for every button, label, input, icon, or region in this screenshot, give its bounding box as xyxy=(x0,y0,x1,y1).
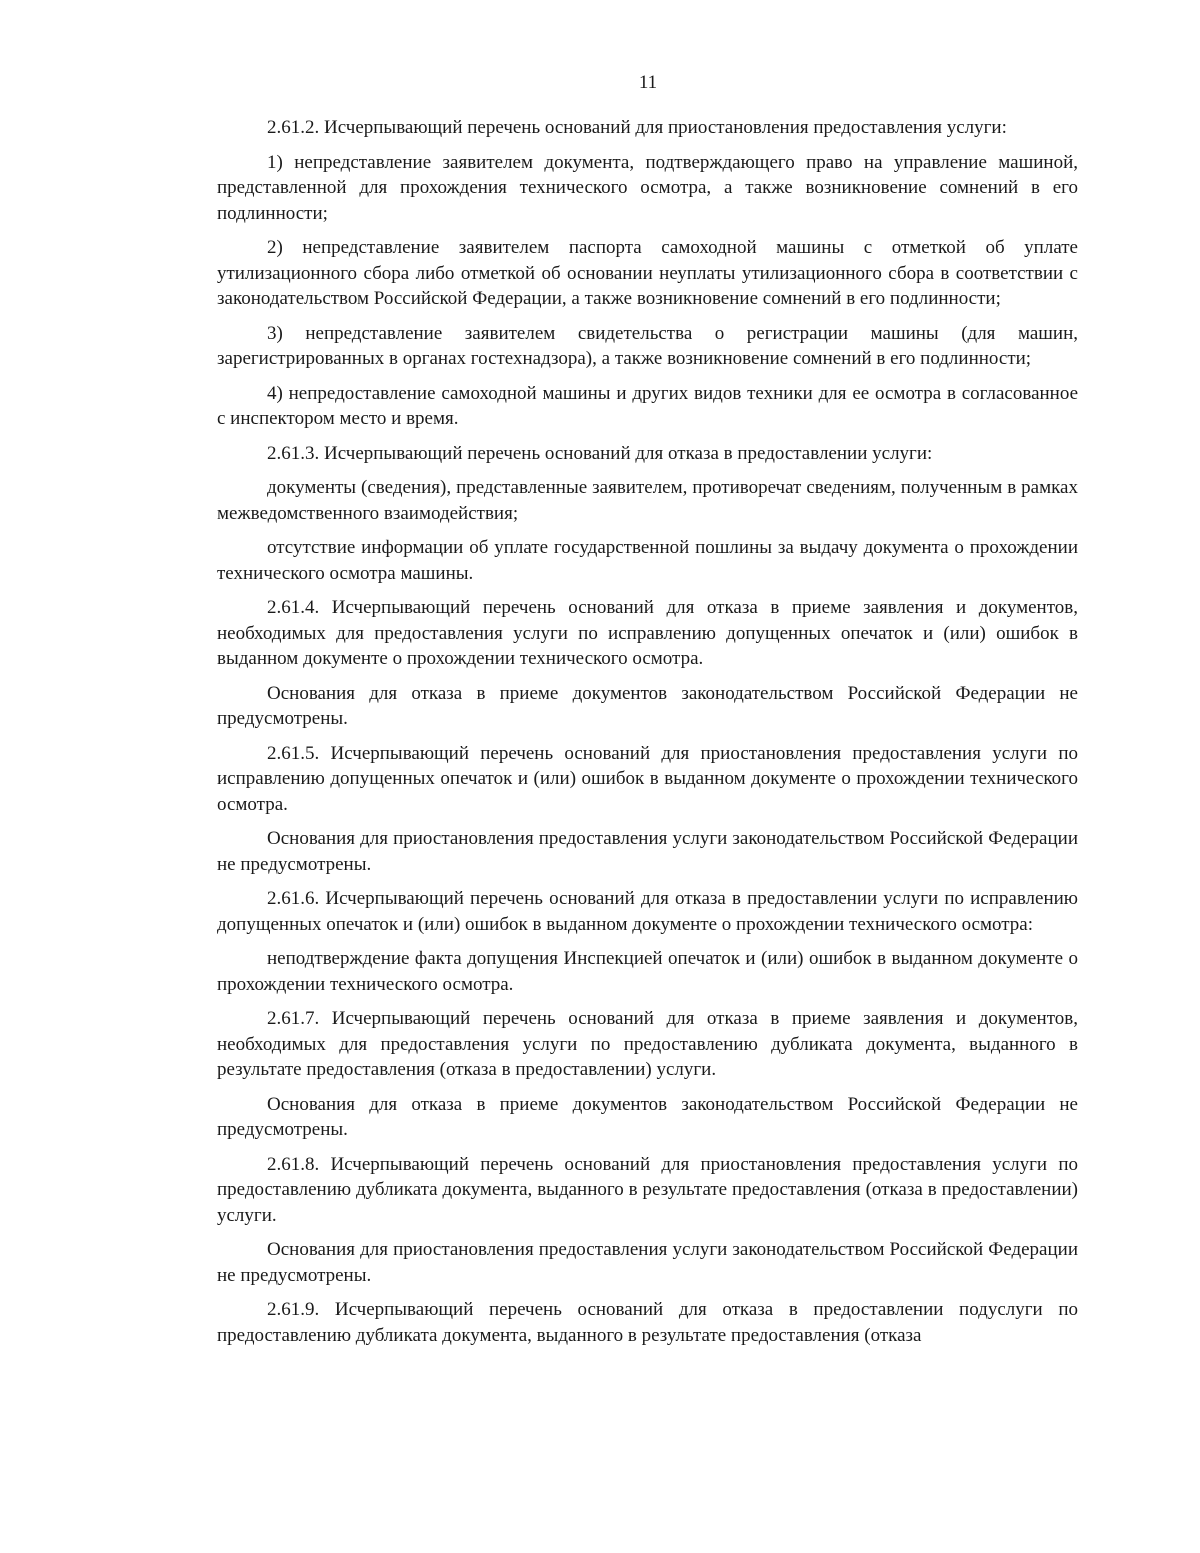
paragraph-no-grounds-suspension-1: Основания для приостановления предоставления услуги законодательством Российской Федерации не предусмотрены. xyxy=(217,828,1078,875)
paragraph-2-61-6: 2.61.6. Исчерпывающий перечень оснований для отказа в предоставлении услуги по исправлению допущенных опечаток и (или) ошибок в выданном документе о прохождении технического осмотра: xyxy=(217,888,1078,935)
page-number: 11 xyxy=(638,72,658,93)
paragraph-no-grounds-refusal-1: Основания для отказа в приеме документов законодательством Российской Федерации не предусмотрены. xyxy=(217,682,1078,729)
paragraph-2-61-4: 2.61.4. Исчерпывающий перечень оснований для отказа в приеме заявления и документов, необходимых для предоставления услуги по исправлению допущенных опечаток и (или) ошибок в выданном документе о прохождении технического осмотра. xyxy=(217,597,1078,669)
paragraph-2-61-3: 2.61.3. Исчерпывающий перечень оснований для отказа в предоставлении услуги: xyxy=(267,442,933,464)
list-item-2: 2) непредставление заявителем паспорта самоходной машины с отметкой об уплате утилизационного сбора либо отметкой об основании неуплаты утилизационного сбора в соответствии с законодательством Российской Федерации, а также возникновение сомнений в его подлинности; xyxy=(217,237,1078,309)
list-item-1: 1) непредставление заявителем документа, подтверждающего право на управление машиной, представленной для прохождения технического осмотра, а также возникновение сомнений в его подлинности; xyxy=(217,151,1078,224)
paragraph-no-grounds-suspension-2: Основания для приостановления предоставления услуги законодательством Российской Федерации не предусмотрены. xyxy=(217,1239,1078,1286)
paragraph-non-confirmation: неподтверждение факта допущения Инспекцией опечаток и (или) ошибок в выданном документе о прохождении технического осмотра. xyxy=(217,948,1078,995)
paragraph-2-61-7: 2.61.7. Исчерпывающий перечень оснований для отказа в приеме заявления и документов, необходимых для предоставления услуги по предоставлению дубликата документа, выданного в результате предоставления (отказа в предоставлении) услуги. xyxy=(217,1008,1078,1080)
document-body xyxy=(217,115,1078,1357)
paragraph-no-fee-info: отсутствие информации об уплате государственной пошлины за выдачу документа о прохождении технического осмотра машины. xyxy=(217,537,1078,584)
list-item-3: 3) непредставление заявителем свидетельства о регистрации машины (для машин, зарегистрированных в органах гостехнадзора), а также возникновение сомнений в его подлинности; xyxy=(217,322,1078,369)
paragraph-documents-contradict: документы (сведения), представленные заявителем, противоречат сведениям, полученным в рамках межведомственного взаимодействия; xyxy=(217,477,1078,524)
list-item-4: 4) непредоставление самоходной машины и других видов техники для ее осмотра в согласованное с инспектором место и время. xyxy=(217,382,1078,429)
paragraph-no-grounds-refusal-2: Основания для отказа в приеме документов законодательством Российской Федерации не предусмотрены. xyxy=(217,1093,1078,1140)
paragraph-2-61-9: 2.61.9. Исчерпывающий перечень оснований для отказа в предоставлении подуслуги по предоставлению дубликата документа, выданного в результате предоставления (отказа xyxy=(217,1299,1078,1346)
paragraph-2-61-8: 2.61.8. Исчерпывающий перечень оснований для приостановления предоставления услуги по предоставлению дубликата документа, выданного в результате предоставления (отказа в предоставлении) услуги. xyxy=(217,1153,1078,1226)
paragraph-2-61-5: 2.61.5. Исчерпывающий перечень оснований для приостановления предоставления услуги по исправлению допущенных опечаток и (или) ошибок в выданном документе о прохождении технического осмотра. xyxy=(217,742,1078,815)
paragraph-2-61-2: 2.61.2. Исчерпывающий перечень оснований для приостановления предоставления услуги: xyxy=(267,117,1007,138)
